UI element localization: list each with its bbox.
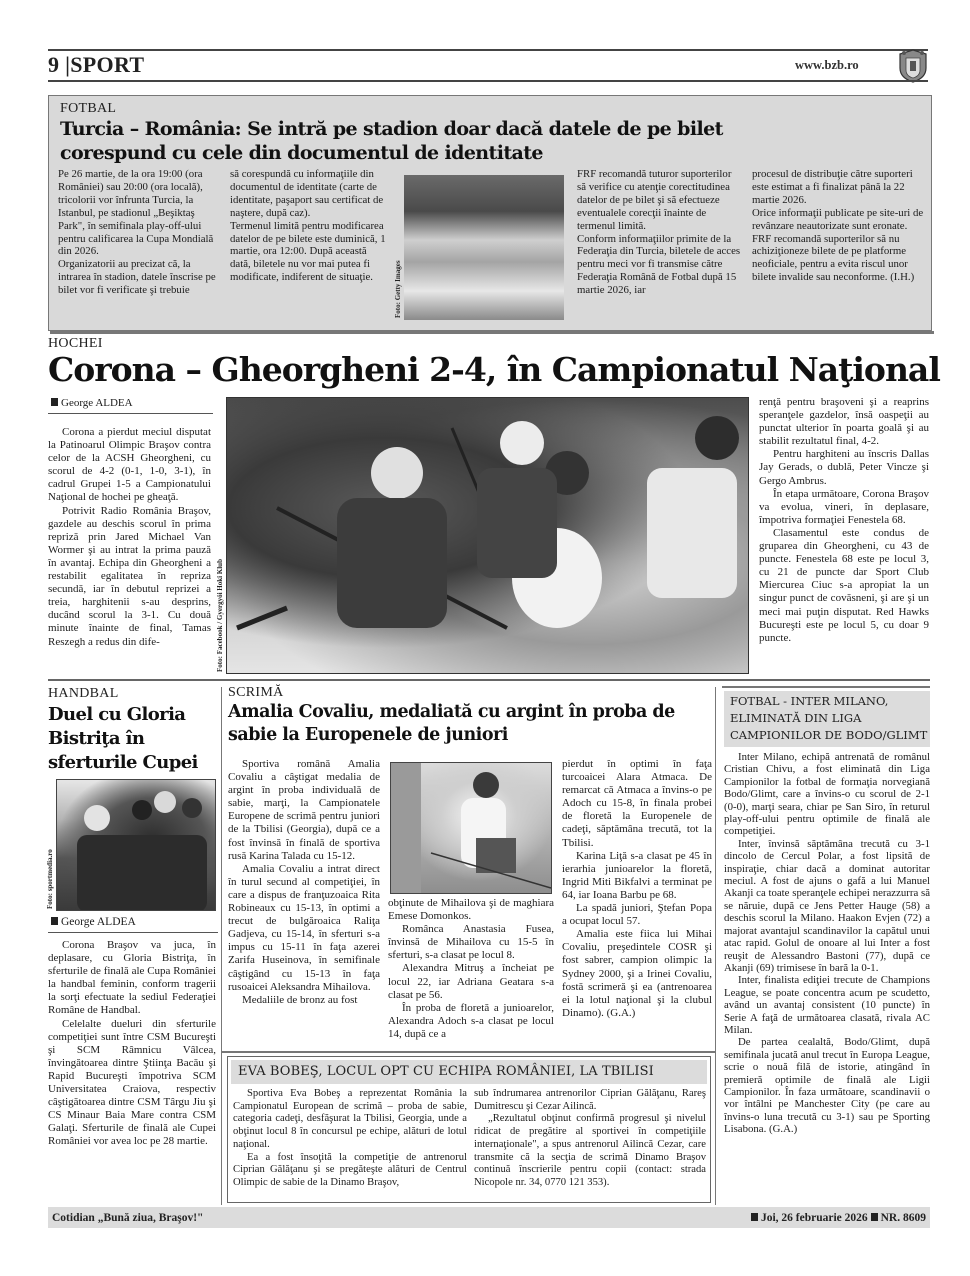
article-column-2 — [388, 897, 554, 1041]
paragraph: FRF recomandă tuturor suporterilor să verifice cu atenţie corectitudinea datelor de pe bilet şi să efectueze eventualele corecţii înainte de termenul limită. — [577, 168, 732, 232]
paragraph: „Rezultatul obţinut confirmă progresul şi nivelul ridicat de pregătire al sportivei în competiţiile internaţionale", a spus antrenorul Ailincă Cezar, care transmite că la secţia de scrimă Dinamo Braşov continuă înscrierile pentru copii (contact: strada Nicopole nr. 34, 0770 121 353). — [474, 1113, 706, 1188]
article-column-1 — [228, 758, 380, 1007]
fencer-photo[interactable] — [390, 762, 552, 894]
section-divider — [222, 1051, 715, 1053]
section-name: SPORT — [70, 52, 145, 77]
article-column-2 — [759, 396, 929, 645]
paragraph: Karina Liţă s-a clasat pe 45 în ierarhia junioarelor la floretă, Ingrid Miti Bikfalvi a terminat pe 64, iar Ioana Barbu pe 68. — [562, 849, 712, 901]
paragraph: Termenul limită pentru modificarea datelor de pe bilete este duminică, 1 martie, ora 12:00. După această dată, biletele nu vor mai putea fi modificate, indiferent de situaţie. — [230, 219, 386, 284]
article-headline[interactable]: Turcia – România: Se intră pe stadion doar dacă datele de pe bilet corespund cu cele din documentul de identitate — [60, 118, 723, 164]
paragraph: Inter Milano, echipă antrenată de românul Cristian Chivu, a fost eliminată din Liga Campionilor la fotbal de formaţia norvegiană Bodo/Glimt, care a învins-o cu scorul de 2-1 (0-0), marţi seara, chiar pe San Siro, în returul play-off-ului pentru optimile de finală ale competiţiei. — [724, 751, 930, 838]
paragraph: Clasamentul este condus de gruparea din Gheorgheni, cu 43 de puncte. Fenestela 68 este pe locul 3, cu 21 de puncte dar Sport Club Miercurea Ciuc s-a apropiat la un singur punct de covăsneni, şi are şi un meci mai puţin disputat. Red Hawks Bucureşti este pe locul 5, cu doar 9 puncte. — [759, 526, 929, 644]
football-celebration-photo[interactable] — [404, 175, 564, 320]
article-kicker: HANDBAL — [48, 686, 119, 701]
paragraph: Organizatorii au precizat că, la intrarea în stadion, datele înscrise pe bilet vor fi verificate şi trebuie — [58, 258, 216, 297]
website-link[interactable]: www.bzb.ro — [795, 58, 859, 72]
page-number: 9 — [48, 52, 60, 77]
paragraph: Orice informaţii publicate pe site-uri de revânzare neautorizate sunt eronate. FRF recomandă suporterilor să nu achiziţioneze bilete de pe platforme neoficiale, pentru a evita riscul unor bilete invalide sau neconforme. (I.H.) — [752, 206, 924, 284]
paragraph: Pe 26 martie, de la ora 19:00 (ora României) sau 20:00 (ora locală), tricolorii vor înfrunta Turcia, la Istanbul, pe stadionul „Beşiktaş Park", în semifinala play-off-ului pentru calificarea la Cupa Mondială din 2026. — [58, 168, 214, 258]
sidebar-column-1 — [233, 1088, 467, 1190]
article-kicker: FOTBAL — [60, 101, 117, 116]
article-body — [48, 939, 216, 1149]
square-bullet-icon — [871, 1213, 878, 1221]
article-headline[interactable]: Amalia Covaliu, medaliată cu argint în proba de sabie la Europenele de juniori — [228, 702, 675, 745]
handball-team-photo[interactable] — [56, 779, 216, 911]
article-kicker: HOCHEI — [48, 336, 103, 351]
paragraph: Medaliile de bronz au fost — [242, 993, 358, 1006]
paragraph: Sportiva Eva Bobeş a reprezentat România la Campionatul European de scrimă – proba de sabie, categoria cadeţi, desfăşurat la Tbilisi, Georgia, unde a obţinut locul 8 în concursul pe echipe, alături de lotul naţional. — [233, 1088, 467, 1150]
hockey-match-photo[interactable] — [226, 397, 749, 674]
column-divider — [221, 687, 222, 1205]
article-body — [724, 751, 930, 1136]
header-bottom-rule — [48, 80, 928, 82]
paragraph: La spadă juniori, Ştefan Popa a ocupat locul 57. — [562, 902, 712, 928]
article-column-1 — [58, 168, 222, 297]
issue-number: NR. 8609 — [880, 1212, 926, 1224]
article-column-3 — [562, 758, 712, 1020]
author-name: George ALDEA — [61, 916, 136, 928]
article-kicker: SCRIMĂ — [228, 685, 284, 700]
paragraph: Conform informaţiilor primite de la Federaţia din Turcia, biletele de acces pentru meci vor fi transmise către Federaţia Română de Fotbal după 15 martie 2026, iar — [577, 232, 741, 297]
page-section-header: 9 |SPORT — [48, 52, 145, 77]
paragraph: Pentru harghiteni au înscris Dallas Jay Gerads, o dublă, Peter Vincze şi Gergo Ambrus. — [759, 448, 929, 487]
paragraph: să corespundă cu informaţiile din documentul de identitate (carte de identitate, paşaport sau certificat de naştere, după caz). — [230, 168, 384, 219]
photo-credit: Foto: sportmedia.ro — [46, 849, 54, 909]
paragraph: Inter, învinsă săptămâna trecută cu 3-1 dincolo de Cercul Polar, a fost lipsită de inspiraţie, chiar dacă a dominat autoritar meciul. A fost de ajuns o gafă a lui Manuel Akanji ca toate speranţele echipei nerazzurra să se năruie, după ce Jens Petter Hauge (58) a deschis scorul la Milano. Haakon Evjen (72) a majorat avantajul scandinavilor la capătul unui atac rapid. Golul de onoare al lui Inter a fost reuşit de Alessandro Bastoni (77), după ce Akanji (69) trimisese în bară la 0-1. — [724, 837, 930, 974]
issue-date: Joi, 26 februarie 2026 — [760, 1212, 868, 1224]
paragraph: Amalia este fiica lui Mihai Covaliu, preşedintele COSR şi fost sabrer, campion olimpic la Sydney 2000, şi a Irinei Covaliu, fostă scrimeră şi ea (antrenoarea ei la lotul naţional şi la clubul Dinamo). (G.A.) — [562, 928, 712, 1019]
paragraph: De partea cealaltă, Bodo/Glimt, după semifinala jucată anul trecut în Europa League, scrie o nouă filă de istorie, atingând în premieră optimile de finală ale Ligii Campionilor. În faza următoare, scandinavii o vor întâlni pe Manchester City (pe care au învins-o luna trecută cu 3-1) sau pe Sporting Lisabona. (G.A.) — [724, 1036, 930, 1136]
header-top-rule — [48, 49, 928, 51]
section-divider — [722, 686, 930, 688]
article-column-2 — [230, 168, 388, 284]
photo-credit: Foto: Facebook / Gyergyói Hoki Klub — [216, 559, 224, 672]
square-bullet-icon — [751, 1213, 758, 1221]
paragraph: Corona a pierdut meciul disputat la Patinoarul Olimpic Braşov contra celor de la ACSH Gheorgheni, cu scorul de 4-2 (0-1, 1-0, 3-1), în cadrul Grupei 1-5 a Campionatului Naţional de hochei pe gheaţă. — [48, 426, 211, 504]
paragraph: Amalia Covaliu a intrat direct în turul secund al competiţiei, în care a dispus de franţuzoaica Rita Robineaux cu 15-13, în optimi a trecut de bulgăroaica Raliţa Gadjeva, cu 15-14, în sferturi s-a impus cu 15-11 în faţa azerei Zarifa Huseinova, în semifinale câştigând cu 15-13 în faţa rusoaicei Aleksandra Mihailova. — [228, 862, 380, 993]
article-column-3 — [577, 168, 743, 297]
issue-info — [680, 1211, 926, 1225]
paragraph: procesul de distribuţie către suporteri este estimat a fi finalizat până la 22 martie 2026. — [752, 168, 913, 206]
paragraph: sub îndrumarea antrenorilor Ciprian Gălăţanu, Rareş Dumitrescu şi Cezar Ailincă. — [474, 1088, 706, 1112]
publication-name: Cotidian „Bună ziua, Braşov!" — [52, 1212, 204, 1224]
author-name: George ALDEA — [61, 397, 133, 409]
paragraph: Potrivit Radio România Braşov, gazdele au deschis scorul în prima repriză prin Jared Michael Van Wormer şi au intrat la prima pauză în avantaj. Echipa din Gheorgheni a restabilit egalitatea în repriza secundă, iar în debutul reprizei a treia, harghitenii s-au desprins, ducând scorul la 3-1. Cu două minute înainte de final, Tamas Reszegh a redus din dife- — [48, 504, 211, 648]
sidebar-column-2 — [474, 1088, 706, 1190]
article-column-1 — [48, 426, 211, 649]
paragraph: Românca Anastasia Fusea, învinsă de Mihailova cu 15-5 în sferturi, s-a clasat pe locul 8. — [388, 923, 554, 962]
paragraph: Sportiva română Amalia Covaliu a câştigat medalia de argint în proba individuală de sabie, marţi, la Campionatele Europene de scrimă pentru juniori de la Tbilisi (Georgia), după ce a fost învinsă în finală de sportiva rusă Karina Talada cu 15-12. — [228, 758, 380, 862]
photo-credit: Foto: Getty Images — [394, 260, 402, 318]
article-headline[interactable]: FOTBAL - INTER MILANO, ELIMINATĂ DIN LIGA CAMPIONILOR DE BODO/GLIMT — [730, 694, 928, 742]
article-headline[interactable]: Corona – Gheorgheni 2-4, în Campionatul Naţional — [48, 350, 940, 389]
paragraph: renţă pentru braşoveni şi a reaprins speranţele gazdelor, însă oaspeţii au punctat ulterior în poarta goală şi au stabilit rezultatul final, 4-2. — [759, 396, 929, 448]
paragraph: obţinute de Mihailova şi de maghiara Emese Domonkos. — [388, 897, 554, 923]
paragraph: Alexandra Mitruş a încheiat pe locul 22, iar Adriana Geatara s-a clasat pe 56. — [388, 962, 554, 1001]
square-bullet-icon — [51, 917, 58, 925]
section-divider — [48, 679, 930, 681]
coat-of-arms-icon — [896, 48, 930, 84]
column-divider — [715, 687, 716, 1205]
paragraph: Corona Braşov va juca, în deplasare, cu Gloria Bistriţa, în sferturile de finală ale Cupa României la handbal feminin, conform tragerii la sorţi efectuate la sediul Federaţiei Române de Handbal. — [48, 939, 216, 1017]
paragraph: Celelalte dueluri din sferturile competiţiei sunt între CSM Bucureşti şi SCM Râmnicu Vâlcea, învingătoarea dintre Ştiinţa Bacău şi Rapid Bucureşti împotriva SCM Universitatea Craiova, respectiv câştigătoarea dintre CSM Târgu Jiu şi CS Minaur Baia Mare contra CSM Galaţi. Sferturile de finală ale Cupei României vor avea loc pe 28 martie. — [48, 1017, 216, 1148]
byline — [48, 916, 218, 933]
box-shadow — [50, 331, 934, 334]
paragraph: Ea a fost însoţită la competiţie de antrenorul Ciprian Gălăţanu şi se pregăteşte alături de Centrul Olimpic de sabie de la Dinamo Braşov, — [233, 1151, 467, 1188]
paragraph: În proba de floretă a junioarelor, Alexandra Adoch s-a clasat pe locul 14, după ce a — [388, 1001, 554, 1040]
paragraph: Inter, finalista ediţiei trecute de Champions League, se poate concentra acum pe scudetto, având un avantaj consistent (10 puncte) în Serie A faţă de următoarea clasată, rivala AC Milan. — [724, 974, 930, 1036]
sidebar-headline[interactable]: EVA BOBEŞ, LOCUL OPT CU ECHIPA ROMÂNIEI, LA TBILISI — [238, 1064, 654, 1079]
paragraph: pierdut în optimi în faţa turcoaicei Alara Atmaca. De remarcat că Atmaca a învins-o pe Adoch cu 15-8, în finala probei de floretă la Europenele de cadeţi, săptămâna trecută, tot la Tbilisi. — [562, 758, 712, 849]
paragraph: În etapa următoare, Corona Braşov va evolua, vineri, în deplasare, împotriva formaţiei Fenestela 68. — [759, 487, 929, 526]
article-headline[interactable]: Duel cu Gloria Bistriţa în sferturile Cupei — [48, 704, 198, 773]
byline — [48, 397, 213, 414]
square-bullet-icon — [51, 398, 58, 406]
article-column-4 — [752, 168, 924, 284]
